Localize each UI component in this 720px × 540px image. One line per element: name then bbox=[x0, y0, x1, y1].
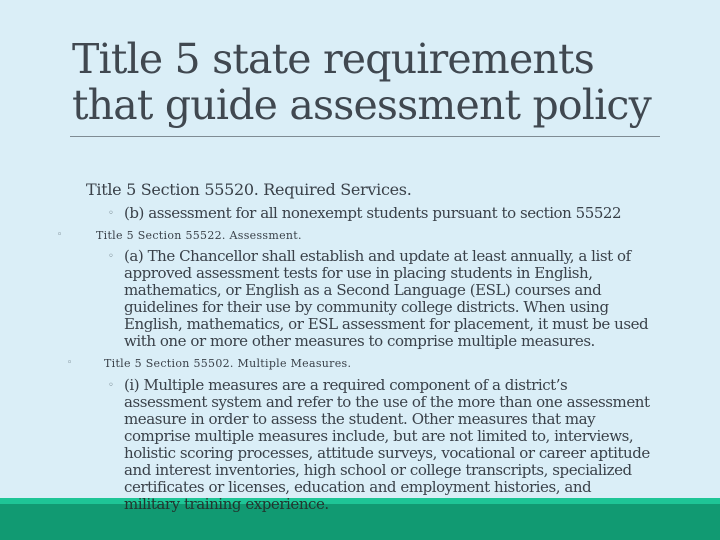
text-line: English, mathematics, or ESL assessment for placement, it must be used bbox=[124, 315, 649, 333]
section-heading-55520: Title 5 Section 55520. Required Services. bbox=[86, 180, 412, 199]
text-line: and interest inventories, high school or college transcripts, specialized bbox=[124, 461, 632, 479]
text-line: mathematics, or English as a Second Language (ESL) courses and bbox=[124, 281, 602, 299]
text-line: (a) The Chancellor shall establish and update at least annually, a list of bbox=[124, 247, 631, 265]
slide-title bbox=[72, 36, 672, 128]
text-line: measure in order to assess the student. Other measures that may bbox=[124, 410, 596, 428]
overflow-text-line: military training experience. bbox=[124, 495, 329, 513]
bullet-icon: ◦ bbox=[108, 251, 114, 262]
text-line: certificates or licenses, education and employment histories, and bbox=[124, 478, 592, 496]
section-heading-55502: Title 5 Section 55502. Multiple Measures. bbox=[104, 357, 352, 370]
bullet-icon: ◦ bbox=[108, 208, 114, 219]
text-line: approved assessment tests for use in placing students in English, bbox=[124, 264, 593, 282]
title-line-2: that guide assessment policy bbox=[72, 81, 651, 129]
text-line: comprise multiple measures include, but are not limited to, interviews, bbox=[124, 427, 634, 445]
title-divider bbox=[70, 136, 660, 137]
text-line: guidelines for their use by community college districts. When using bbox=[124, 298, 609, 316]
text-line: assessment system and refer to the use of the more than one assessment bbox=[124, 393, 650, 411]
bullet-icon: ◦ bbox=[108, 380, 114, 391]
subitem-55502-i bbox=[124, 377, 694, 496]
subitem-55522-a bbox=[124, 248, 694, 350]
text-line: with one or more other measures to comprise multiple measures. bbox=[124, 332, 595, 350]
footer-band bbox=[0, 504, 720, 540]
bullet-icon: ◦ bbox=[67, 358, 73, 368]
text-line: holistic scoring processes, attitude surveys, vocational or career aptitude bbox=[124, 444, 650, 462]
title-line-1: Title 5 state requirements bbox=[72, 35, 594, 83]
bullet-icon: ◦ bbox=[57, 230, 63, 240]
text-line: (i) Multiple measures are a required component of a district’s bbox=[124, 376, 568, 394]
section-heading-55522: Title 5 Section 55522. Assessment. bbox=[96, 229, 302, 242]
subitem-55520-b: (b) assessment for all nonexempt students pursuant to section 55522 bbox=[124, 204, 622, 222]
